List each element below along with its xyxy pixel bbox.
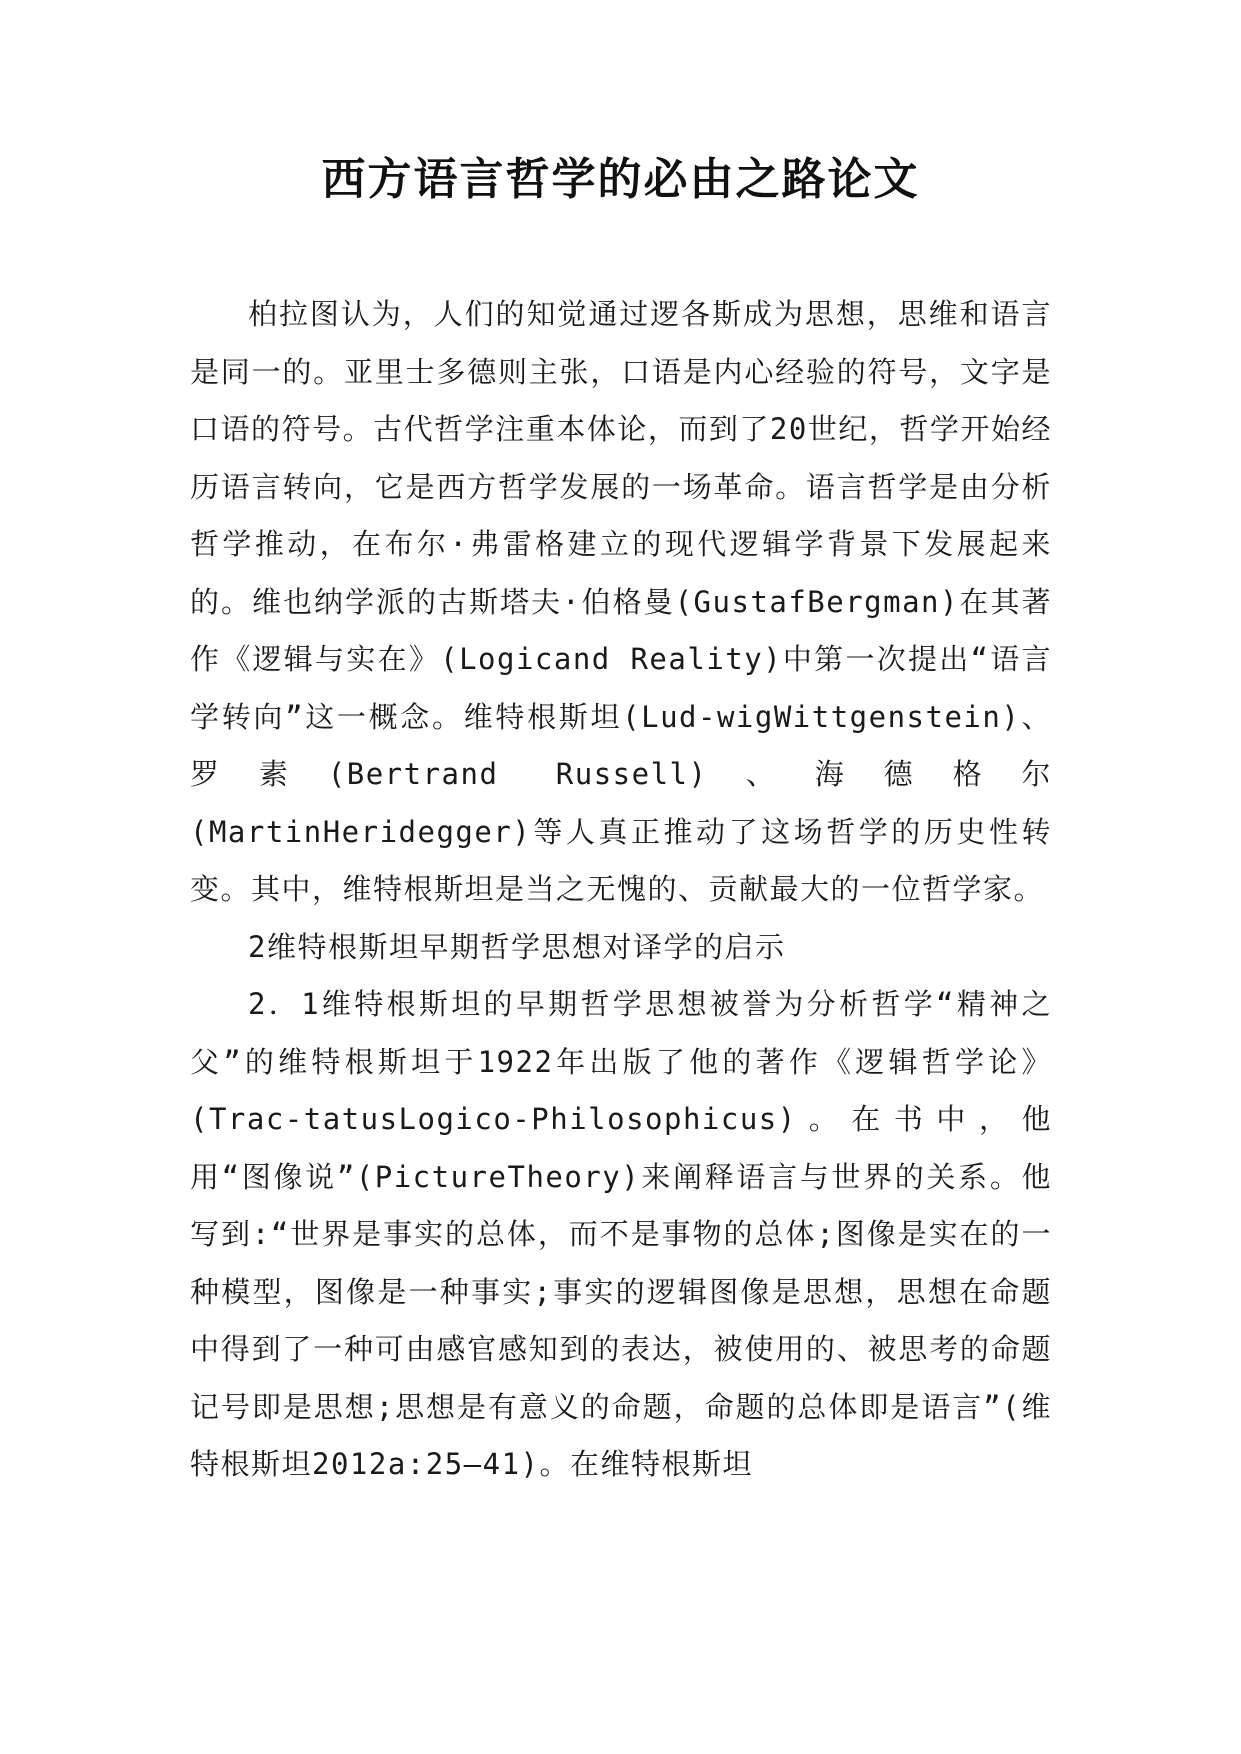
document-title: 西方语言哲学的必由之路论文 bbox=[321, 154, 920, 205]
paragraph-section-2-1: 2．1维特根斯坦的早期哲学思想被誉为分析哲学“精神之父”的维特根斯坦于1922年出版了他的著作《逻辑哲学论》(Trac-tatusLogico-Philosophicus)。在书中，他用“图像说”(PictureTheory)来阐释语言与世界的关系。他写到:“世界是事实的总体，而不是事物的总体;图像是实在的一种模型，图像是一种事实;事实的逻辑图像是思想，思想在命题中得到了一种可由感官感知到的表达，被使用的、被思考的命题记号即是思想;思想是有意义的命题，命题的总体即是语言”(维特根斯坦2012a:25—41)。在维特根斯坦 bbox=[190, 987, 1052, 1481]
section-heading: 2维特根斯坦早期哲学思想对译学的启示 bbox=[248, 929, 786, 964]
document-body bbox=[190, 286, 1052, 1494]
paragraph-intro: 柏拉图认为，人们的知觉通过逻各斯成为思想，思维和语言是同一的。亚里士多德则主张，口语是内心经验的符号，文字是口语的符号。古代哲学注重本体论，而到了20世纪，哲学开始经历语言转向，它是西方哲学发展的一场革命。语言哲学是由分析哲学推动，在布尔·弗雷格建立的现代逻辑学背景下发展起来的。维也纳学派的古斯塔夫·伯格曼(GustafBergman)在其著作《逻辑与实在》(Logicand Reality)中第一次提出“语言学转向”这一概念。维特根斯坦(Lud-wigWittgenstein)、罗素(Bertrand Russell)、海德格尔(MartinHeridegger)等人真正推动了这场哲学的历史性转变。其中，维特根斯坦是当之无愧的、贡献最大的一位哲学家。 bbox=[190, 297, 1052, 906]
